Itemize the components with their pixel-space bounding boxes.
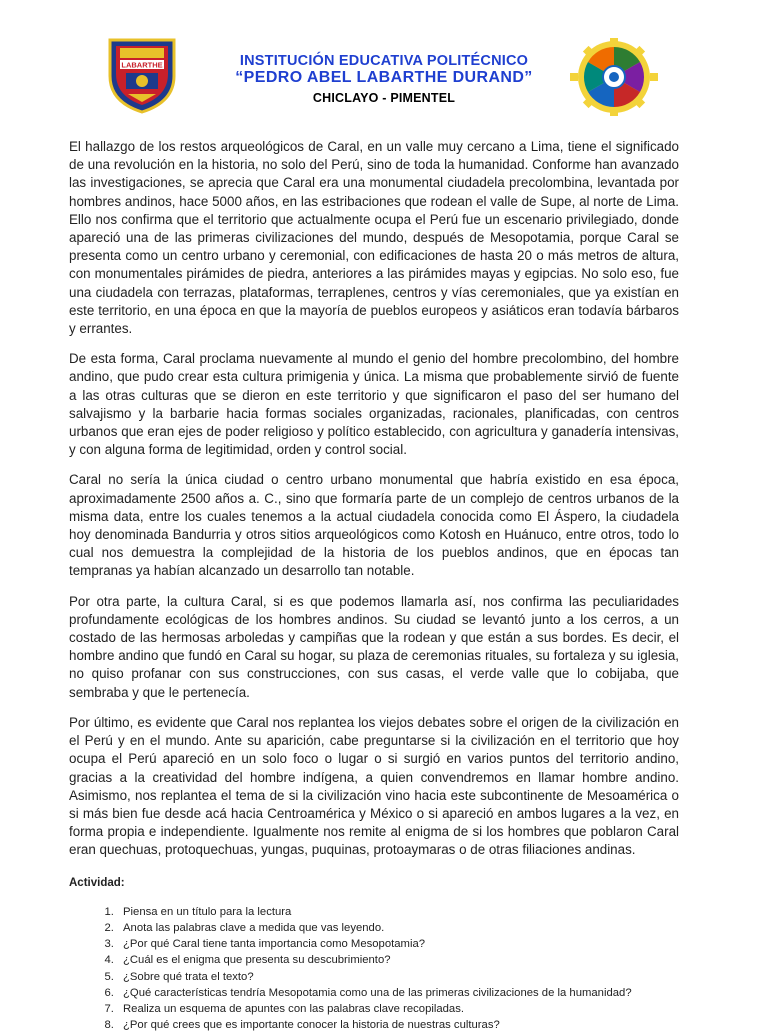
activity-item: 5. ¿Sobre qué trata el texto?: [117, 969, 679, 985]
activity-item: 2. Anota las palabras clave a medida que vas leyendo.: [117, 920, 679, 936]
school-name: “PEDRO ABEL LABARTHE DURAND”: [235, 69, 533, 86]
paragraph-3: Caral no sería la única ciudad o centro urbano monumental que habría existido en esa época, aproximadamente 2500 años a. C., sino que formaría parte de un complejo de centros urbanos de la misma data, entre los cuales tenemos a la actual ciudadela conocida como El Áspero, la ciudadela hoy denominada Bandurria y otros sitios arqueológicos como Kotosh en Huánuco, entre otros, todo lo cual nos demuestra la complejidad de la historia de los pueblos andinos, que en épocas tan tempranas ya habían alcanzado un desarrollo tan notable.: [69, 472, 679, 579]
paragraph-1: El hallazgo de los restos arqueológicos de Caral, en un valle muy cercano a Lima, tiene el significado de una revolución en la historia, no solo del Perú, sino de toda la humanidad. Conforme han avanzado las investigaciones, se aprecia que Caral era una monumental ciudadela precolombina, levantada por hombres andinos, hace 5000 años, en las estribaciones que rodean el valle de Supe, al norte de Lima. Ello nos confirma que el territorio que actualmente ocupa el Perú fue un escenario privilegiado, donde apareció una de las primeras civilizaciones del mundo, después de Mesopotamia, porque Caral se presenta como un centro urbano y ceremonial, con edificaciones de hasta 20 o más metros de altura, con monumentales pirámides de piedra, anteriores a las pirámides mayas y egipcias. No solo eso, fue una ciudadela con terrazas, plataformas, terraplenes, centros y vías ceremoniales, que ya existían en este territorio, en una época en que la mayoría de pueblos europeos y asiáticos eran todavía bárbaros y errantes.: [69, 139, 679, 337]
activity-item: 8. ¿Por qué crees que es importante conocer la historia de nuestras culturas?: [117, 1017, 679, 1033]
gear-emblem-logo: [566, 38, 662, 116]
institution-name: INSTITUCIÓN EDUCATIVA POLITÉCNICO: [239, 53, 529, 69]
activity-item: 6. ¿Qué características tendría Mesopotamia como una de las primeras civilizaciones de la humanidad?: [117, 985, 679, 1001]
logo-text: LABARTHE: [121, 60, 163, 70]
paragraph-5: Por último, es evidente que Caral nos replantea los viejos debates sobre el origen de la civilización en el Perú y en el mundo. Ante su aparición, cabe preguntarse si la civilización en el territorio que hoy ocupa el Perú apareció en un solo foco o lugar o si surgió en varios puntos del territorio andino, gracias a la creatividad del hombre indígena, a quien convendremos en llamar hombre andino. Asimismo, nos replantea el tema de si la civilización vino hacia este subcontinente de Mesoamérica o si más bien fue desde acá hacia Centroamérica y México o si apareció en ambos lugares a la vez, en forma propia e independiente. Igualmente nos remite al enigma de si los hombres que poblaron Caral eran quechuas, protoquechuas, yungas, puquinas, protoaymaras o de otras filiaciones andinas.: [69, 714, 679, 858]
activity-item: 7. Realiza un esquema de apuntes con las palabras clave recopiladas.: [117, 1001, 679, 1017]
paragraph-2: De esta forma, Caral proclama nuevamente al mundo el genio del hombre precolombino, del hombre andino, que pudo crear esta cultura primigenia y única. La misma que probablemente sirvió de fuente a las otras culturas que se dieron en este territorio y que significaron el paso del ser humano del salvajismo y la barbarie hacia formas sociales organizadas, racionales, planificadas, con centros urbanos que eran ejes de poder religioso y político establecido, con agricultura y ganadería intensivas, y con alguna forma de legitimidad, orden y control social.: [69, 351, 679, 458]
document-header: [0, 0, 768, 118]
activity-item: 4. ¿Cuál es el enigma que presenta su descubrimiento?: [117, 952, 679, 968]
document-body: [69, 138, 679, 1033]
school-location: CHICLAYO - PIMENTEL: [312, 91, 456, 105]
activity-list: [69, 904, 679, 1033]
paragraph-4: Por otra parte, la cultura Caral, si es que podemos llamarla así, nos confirma las peculiaridades profundamente ecológicas de los hombres andinos. Su ciudad se levantó junto a los cerros, a un costado de las hermosas arboledas y campiñas que la rodean y que están a sus bordes. Es decir, el hombre andino que fundó en Caral su hogar, su plaza de ceremonias rituales, su fortaleza y su iglesia, no quiso profanar con sus construcciones, con sus casas, el verde valle que lo cobijaba, que sembraba y que le pertenecía.: [69, 593, 679, 700]
activity-item: 3. ¿Por qué Caral tiene tanta importancia como Mesopotamia?: [117, 936, 679, 952]
activity-heading: Actividad:: [69, 876, 125, 889]
activity-item: 1. Piensa en un título para la lectura: [117, 904, 679, 920]
